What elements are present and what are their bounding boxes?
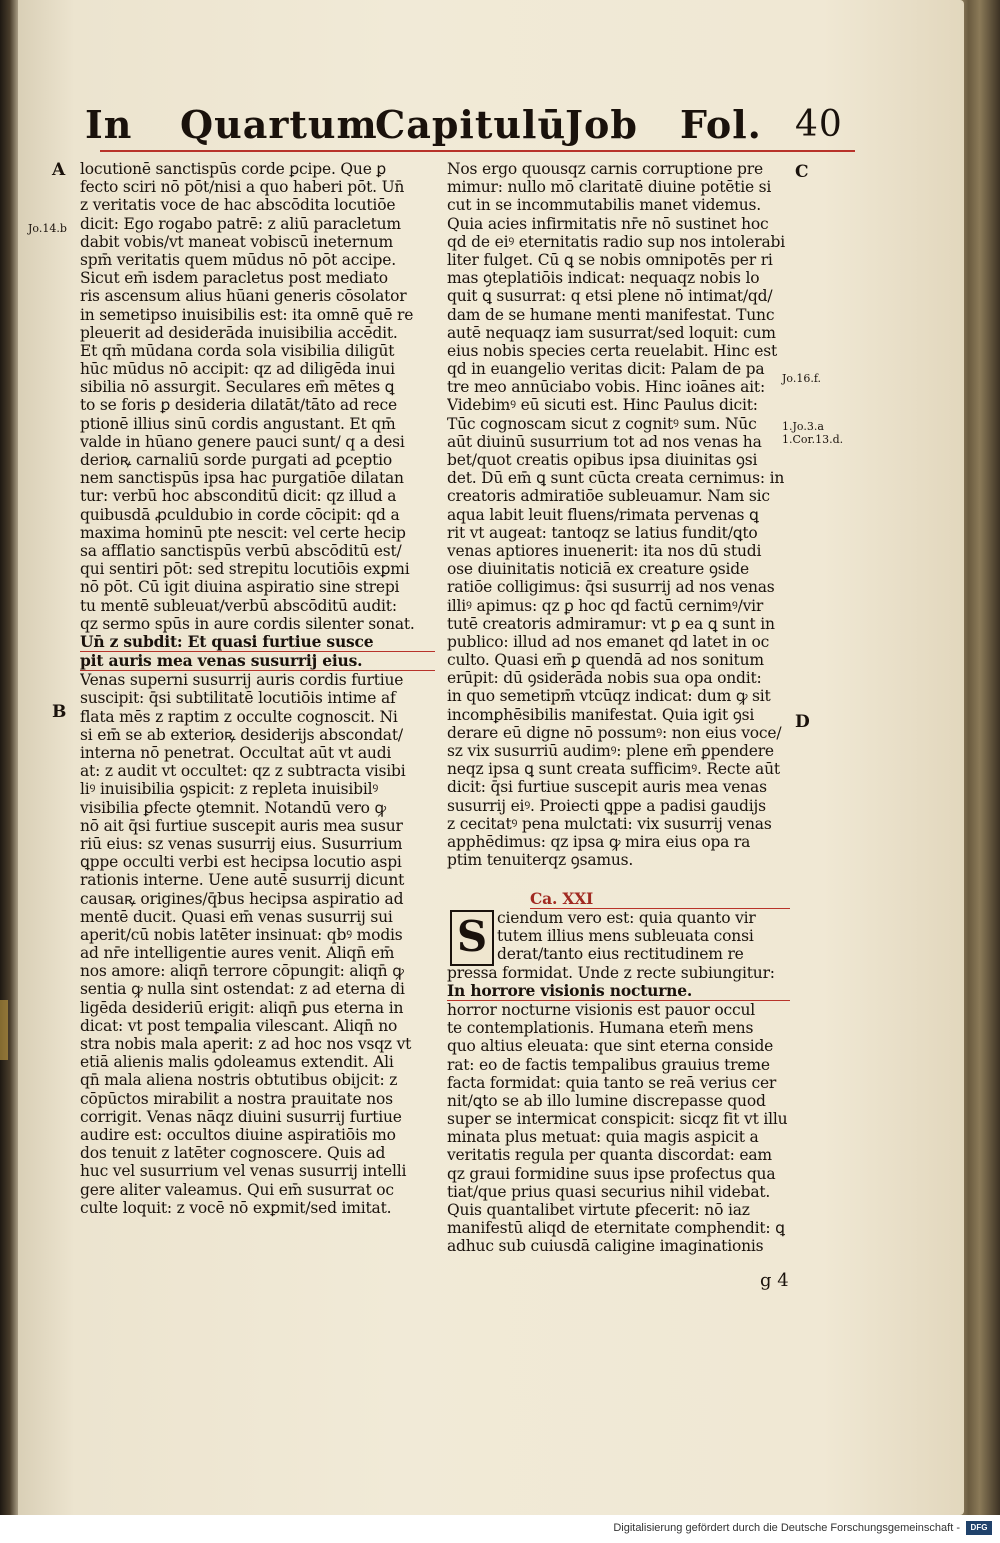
text-line: qd de eiꝰ eternitatis radio sup nos intolerabi: [447, 232, 785, 251]
text-line: ad nr̄e intelligentie aures venit. Aliqn̄ em̄: [80, 944, 395, 963]
text-line: etiā alienis malis ꝯdoleamus extendit. Ali: [80, 1053, 394, 1072]
text-line: autē nequaqz iam susurrat/sed loquit: cum: [447, 323, 776, 342]
chapter-heading: [530, 890, 790, 909]
text-line: valde in hūano genere pauci sunt/ q a desi: [80, 432, 405, 451]
text-line: pleuerit ad desiderāda inuisibilia accēdit.: [80, 323, 398, 342]
running-head-word: Quartum: [180, 102, 378, 147]
text-line: si em̄ se ab exterioꝶ desiderijs abscondat/: [80, 725, 403, 744]
text-line: qui sentiri pōt: sed strepitu locutiōis exꝑmi: [80, 560, 410, 579]
text-line: suscipit: q̄si subtilitatē locutiōis intime af: [80, 689, 396, 708]
text-line: quo altius eleuata: que sint eterna conside: [447, 1037, 774, 1056]
section-marker-b: B: [52, 702, 67, 722]
text-line: causaꝶ origines/q̄bus hecipsa aspiratio ad: [80, 889, 404, 908]
text-line: aperit/cū nobis latēter insinuat: qbꝰ modis: [80, 925, 403, 944]
text-line: Un̄ z subdit: Et quasi furtiue susce: [80, 633, 435, 652]
text-line: flata mēs z raptim z occulte cognoscit. Ni: [80, 707, 398, 726]
text-line: nō pōt. Cū igit diuina aspiratio sine strepi: [80, 578, 400, 597]
text-line: tre meo annūciabo vobis. Hinc ioānes ait:: [447, 378, 765, 397]
text-line: adhuc sub cuiusdā caligine imaginationis: [447, 1237, 764, 1256]
text-line: illiꝰ apimus: qz ꝑ hoc qd factū cernimꝰ/vir: [447, 596, 764, 615]
text-line: ose diuinitatis noticiā ex creature ꝯside: [447, 560, 749, 579]
text-line: Videbimꝰ eū sicuti est. Hinc Paulus dicit:: [447, 396, 758, 415]
running-head-word: In: [85, 102, 133, 147]
text-line: dicit: q̄si furtiue suscepit auris mea venas: [447, 778, 767, 797]
text-line: mimur: nullo mō claritatē diuine potētie si: [447, 178, 772, 197]
text-line: super se intermicat conspicit: sicqz fit vt illu: [447, 1110, 788, 1129]
text-line: pit auris mea venas susurrij eius.: [80, 652, 435, 671]
text-line: bet/quot creatis opibus ipsa diuinitas ꝯsi: [447, 451, 758, 469]
margin-reference: 1.Jo.3.a: [782, 420, 824, 433]
text-line: rit vt augeat: tantoqz se latius fundit/ꝗto: [447, 523, 758, 542]
text-line: mentē ducit. Quasi em̄ venas susurrij sui: [80, 907, 393, 926]
text-line: ꝗppe occulti verbi est hecipsa locutio aspi: [80, 853, 402, 872]
text-line: eius nobis species certa reuelabit. Hinc est: [447, 341, 777, 360]
text-line: Quis quantalibet virtute ꝑfecerit: nō iaz: [447, 1201, 750, 1219]
running-head-word: Capitulū: [375, 102, 567, 147]
footer-credit: Digitalisierung gefördert durch die Deutsche Forschungsgemeinschaft -: [613, 1522, 960, 1534]
text-line: fecto sciri nō pōt/nisi a quo haberi pōt. Un̄: [80, 178, 405, 197]
text-line: neqz ipsa ꝗ sunt creata sufficimꝰ. Recte aūt: [447, 760, 780, 779]
text-line: audire est: occultos diuine aspiratiōis mo: [80, 1125, 396, 1144]
text-line: Venas superni susurrij auris cordis furtiue: [80, 671, 404, 690]
margin-reference: 1.Cor.13.d.: [782, 433, 844, 446]
text-line: det. Dū em̄ ꝗ sunt cūcta creata cernimus: in: [447, 469, 785, 488]
text-line: stra nobis mala aperit: z ad hoc nos vsqz vt: [80, 1035, 412, 1053]
text-line: cut in se incommutabilis manet videmus.: [447, 196, 762, 215]
text-line: interna nō penetrat. Occultat aūt vt audi: [80, 744, 392, 762]
text-line: manifestū aliqd de eternitate comphendit: ꝗ: [447, 1219, 785, 1238]
text-line: dam de se humane menti manifestat. Tunc: [447, 305, 775, 324]
text-line: cōpūctos mirabilit a nostra prauitate nos: [80, 1089, 393, 1108]
text-line: derioꝶ carnaliū sorde purgati ad ꝑceptio: [80, 451, 393, 469]
text-line: Quia acies infirmitatis nr̄e nō sustinet hoc: [447, 214, 769, 233]
text-line: creatoris admiratiōe subleuamur. Nam sic: [447, 487, 770, 506]
text-line: derat/tanto eius rectitudinem re: [497, 945, 744, 964]
text-line: locutionē sanctispūs corde ꝑcipe. Que ꝑ: [80, 160, 387, 178]
text-line: facta formidat: quia tanto se reā verius cer: [447, 1073, 777, 1092]
text-line: tiat/que prius quasi securius nihil videbat.: [447, 1182, 771, 1201]
text-line: Tūc cognoscam sicut z cognitꝰ sum. Nūc: [447, 414, 757, 433]
edge-stain: [0, 1000, 8, 1060]
text-line: spm̄ veritatis quem mūdus nō pōt accipe.: [80, 250, 396, 269]
text-line: huc vel susurrium vel venas susurrij intelli: [80, 1162, 407, 1181]
text-line: culte loquit: z vocē nō exꝑmit/sed imitat.: [80, 1198, 392, 1217]
text-line: minata plus metuat: quia magis aspicit a: [447, 1128, 759, 1147]
text-line: visibilia ꝑfecte ꝯtemnit. Notandū vero ꝙ: [80, 798, 386, 817]
text-line: rat: eo de factis tempalibus grauius treme: [447, 1055, 770, 1074]
text-line: quibusdā ꝓculdubio in corde cōcipit: qd a: [80, 505, 400, 524]
text-line: in quo semetipm̄ vtcūqz indicat: dum ꝙ sit: [447, 687, 771, 706]
text-line: horror nocturne visionis est pauor occul: [447, 1000, 756, 1019]
text-line: sibilia nō assurgit. Seculares em̄ mētes ꝗ: [80, 378, 395, 397]
text-line: riū eius: sz venas susurrij eius. Susurrium: [80, 834, 403, 853]
text-line: venas aptiores inuenerit: ita nos dū studi: [447, 541, 762, 560]
chapter-number: Ca. XXI: [530, 890, 790, 909]
text-line: te contemplationis. Humana etem̄ mens: [447, 1019, 754, 1038]
text-line: sentia ꝙ nulla sint ostendat: z ad eterna di: [80, 980, 405, 999]
text-line: pressa formidat. Unde z recte subiungitur:: [447, 963, 775, 982]
text-line: aqua labit leuit fluens/rimata pervenas ꝗ: [447, 505, 759, 524]
text-line: hūc mūdus nō accipit: qz ad diligēda inui: [80, 360, 395, 379]
text-line: aūt diuinū susurrium tot ad nos venas ha: [447, 432, 762, 451]
text-line: at: z audit vt occultet: qz z subtracta visibi: [80, 762, 406, 781]
running-head-word: Job: [565, 102, 638, 147]
text-line: gere aliter valeamus. Qui em̄ susurrat oc: [80, 1180, 394, 1199]
left-text-column: [80, 160, 435, 1217]
text-line: quit ꝗ susurrat: q etsi plene nō intimat/qd/: [447, 287, 773, 306]
text-line: liꝰ inuisibilia ꝯspicit: z repleta inuisibilꝰ: [80, 780, 379, 799]
text-line: z cecitatꝰ pena mulctati: vix susurrij venas: [447, 814, 772, 833]
margin-reference: Jo.16.f.: [782, 372, 822, 385]
text-line: dicit: Ego rogabo patrē: z aliū paraclet̄um: [80, 214, 401, 233]
text-line: culto. Quasi em̄ ꝑ quendā ad nos sonitum: [447, 651, 764, 670]
decorated-initial: S: [450, 910, 494, 966]
text-line: dicat: vt post temꝑalia vilescant. Aliqn̄ no: [80, 1016, 398, 1035]
text-line: dabit vobis/vt maneat vobiscū ineternum: [80, 232, 394, 251]
text-line: sa afflatio sanctispūs verbū abscōditū est/: [80, 541, 402, 560]
text-line: rationis interne. Uene autē susurrij dicunt: [80, 871, 405, 890]
text-line: ligēda desideriū erigit: aliqn̄ ꝑus eterna in: [80, 998, 404, 1017]
text-line: In horrore visionis nocturne.: [447, 982, 790, 1001]
signature-mark: g 4: [760, 1270, 789, 1291]
text-line: nit/ꝗto se ab illo lumine discrepasse quod: [447, 1091, 766, 1110]
text-line: mas ꝯteplatiōis indicat: nequaqz nobis lo: [447, 269, 760, 288]
text-line: publico: illud ad nos emanet qd latet in oc: [447, 632, 770, 651]
text-line: to se foris ꝑ desideria dilatāt/tāto ad rece: [80, 396, 397, 415]
footer-bar: [0, 1515, 1000, 1543]
section-marker-c: C: [795, 162, 809, 182]
text-line: derare eū digne nō possumꝰ: non eius voce/: [447, 723, 782, 742]
text-line: corrigit. Venas nāqz diuini susurrij furtiue: [80, 1107, 402, 1126]
right-text-column: [447, 160, 790, 869]
section-marker-a: A: [52, 160, 66, 180]
text-line: qz sermo spūs in aure cordis silenter sonat.: [80, 614, 415, 633]
section-marker-d: D: [795, 712, 810, 732]
text-line: z veritatis voce de hac abscōdita locutiōe: [80, 196, 396, 215]
text-line: tutē creatoris admiramur: vt ꝑ ea ꝗ sunt in: [447, 614, 775, 633]
header-rule: [100, 150, 855, 152]
text-line: ris ascensum alius hūani generis cōsolator: [80, 287, 407, 306]
text-line: ratiōe colligimus: q̄si susurrij ad nos venas: [447, 578, 775, 597]
text-line: susurrij eiꝰ. Proiecti ꝗppe a padisi gaudijs: [447, 796, 766, 815]
text-line: Et qm̄ mūdana corda sola visibilia diligūt: [80, 341, 395, 360]
text-line: tur: verbū hoc absconditū dicit: qz illud a: [80, 487, 397, 506]
text-line: dos tenuit z latēter cognoscere. Quis ad: [80, 1144, 386, 1163]
running-head-word: Fol.: [680, 102, 762, 147]
text-line: sz vix susurriū audimꝰ: plene em̄ ꝑpendere: [447, 742, 774, 760]
text-line: ptim tenuiterqz ꝯsamus.: [447, 851, 634, 870]
text-line: ciendum vero est: quia quanto vir: [497, 909, 756, 927]
text-line: erūpit: dū ꝯsiderāda nobis sua opa ondit:: [447, 669, 762, 688]
folio-number: 40: [795, 104, 843, 145]
text-line: tutem illius mens subleuata consi: [497, 927, 754, 946]
text-line: tu mentē subleuat/verbū abscōditū audit:: [80, 596, 397, 615]
text-line: in semetipso inuisibilis est: ita omnē quē re: [80, 305, 414, 324]
text-line: nō ait q̄si furtiue suscepit auris mea susur: [80, 816, 403, 835]
text-line: apphēdimus: qz ipsa ꝙ mira eius opa ra: [447, 832, 751, 851]
dfg-logo: DFG: [966, 1521, 992, 1535]
margin-reference: Jo.14.b: [28, 222, 67, 235]
text-line: qz graui formidine suus ipse profectus qua: [447, 1164, 776, 1183]
text-line: nem sanctispūs ipsa hac purgatiōe dilatan: [80, 469, 404, 488]
text-line: Sicut em̄ isdem paracletus post mediato: [80, 269, 388, 288]
text-line: liter fulget. Cū ꝗ se nobis omnipotēs per ri: [447, 250, 773, 269]
text-line: Nos ergo quousqz carnis corruptione pre: [447, 160, 763, 178]
text-line: qd in euangelio veritas dicit: Palam de pa: [447, 360, 765, 379]
right-text-column-continued: [447, 909, 790, 1256]
text-line: nos amore: aliqn̄ terrore cōpungit: aliqn̄ ꝙ: [80, 962, 404, 981]
text-line: veritatis regula per quanta discordat: eam: [447, 1146, 772, 1165]
text-line: qn̄ mala aliena nostris obtutibus obijcit: z: [80, 1071, 398, 1090]
text-line: incomꝑhēsibilis manifestat. Quia igit ꝯsi: [447, 705, 755, 724]
text-line: ptionē illius sinū cordis angustant. Et qm̄: [80, 414, 396, 433]
running-head: [85, 100, 865, 150]
text-line: maxima hominū pte nescit: vel certe hecip: [80, 523, 406, 542]
